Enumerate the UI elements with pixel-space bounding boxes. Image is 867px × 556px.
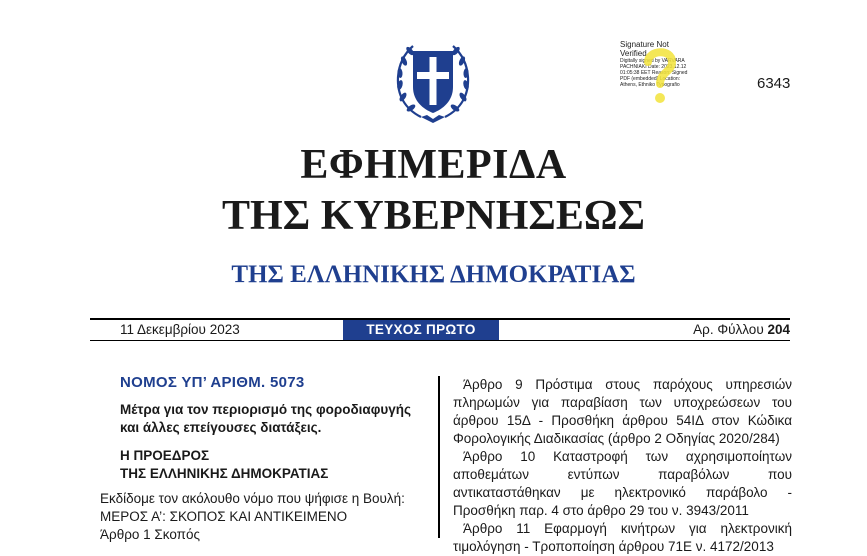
question-mark-icon [640, 44, 680, 106]
contents-entry: Άρθρο 10 Καταστροφή των αχρησιμοποίητων αποθεμάτων εντύπων παραβόλων που αντικαταστάθηκαν με ηλεκτρονικό παράβολο - Προσθήκη παρ. 4 στο άρθρο 29 του ν. 3943/2011 [453, 449, 792, 518]
page-number: 6343 [757, 75, 791, 92]
contents-entry: Άρθρο 11 Εφαρμογή κινήτρων για ηλεκτρονική τιμολόγηση - Τροποποίηση άρθρου 71Ε ν. 4172/2013 [453, 521, 792, 554]
gazette-title-line2: ΤΗΣ ΚΥΒΕΡΝΗΣΕΩΣ [222, 193, 645, 239]
part-heading: ΜΕΡΟΣ Α’: ΣΚΟΠΟΣ ΚΑΙ ΑΝΤΙΚΕΙΜΕΝΟ [100, 509, 348, 524]
sheet-label: Αρ. Φύλλου [693, 322, 764, 337]
issue-date: 11 Δεκεμβρίου 2023 [120, 322, 240, 337]
column-divider [438, 376, 440, 538]
contents-entry: Άρθρο 9 Πρόστιμα στους παρόχους υπηρεσιών πληρωμών για παραβίαση των υποχρεώσεων του άρθρου 15Δ - Προσθήκη άρθρου 54ΙΔ στον Κώδικα Φορολογικής Διαδικασίας (άρθρο 2 Οδηγίας 2020/284) [453, 377, 792, 446]
signature-title: Signature Not Verified [620, 40, 669, 58]
issue-part-badge: ΤΕΥΧΟΣ ΠΡΩΤΟ [343, 320, 499, 340]
sheet-number-value: 204 [767, 322, 790, 337]
issue-info-bar [90, 318, 790, 341]
president-heading: Η ΠΡΟΕΔΡΟΣ [120, 448, 210, 463]
body-line: Εκδίδομε τον ακόλουθο νόμο που ψήφισε η Βουλή: [100, 491, 405, 506]
signature-details: Digitally signed by VARVARA PACHNIAKI Date: 2023.12.12 01:05:38 EET Reason: Signed PDF (embedded) Location: Athens, Ethniko Typografio [620, 58, 688, 88]
greek-coat-of-arms-icon [391, 37, 475, 125]
gazette-subtitle: ΤΗΣ ΕΛΛΗΝΙΚΗΣ ΔΗΜΟΚΡΑΤΙΑΣ [231, 261, 636, 288]
president-heading-line2: ΤΗΣ ΕΛΛΗΝΙΚΗΣ ΔΗΜΟΚΡΑΤΙΑΣ [120, 466, 329, 481]
law-title: ΝΟΜΟΣ ΥΠ’ ΑΡΙΘΜ. 5073 [120, 374, 305, 391]
sheet-number [693, 322, 790, 337]
article-heading: Άρθρο 1 Σκοπός [100, 527, 200, 542]
law-subject: Μέτρα για τον περιορισμό της φοροδιαφυγής και άλλες επείγουσες διατάξεις. [120, 402, 411, 435]
gazette-title: ΕΦΗΜΕΡΙΔΑ [300, 142, 567, 188]
